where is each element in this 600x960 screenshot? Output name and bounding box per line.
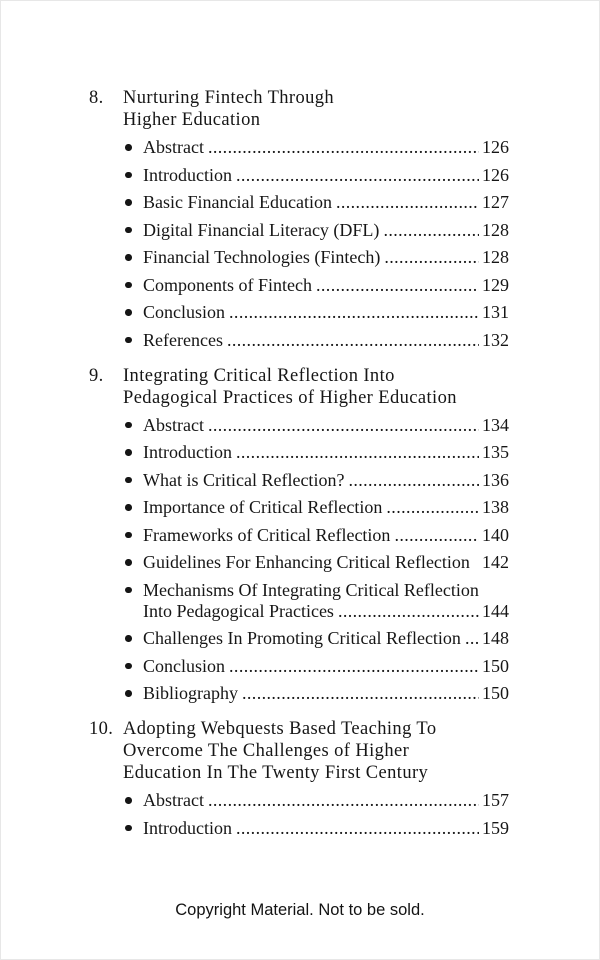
bullet-icon bbox=[125, 635, 132, 642]
bullet-icon bbox=[125, 227, 132, 234]
bullet-icon bbox=[125, 309, 132, 316]
chapter-title-line: Pedagogical Practices of Higher Education bbox=[123, 387, 457, 408]
dot-leader bbox=[474, 552, 479, 573]
toc-entry-line bbox=[143, 247, 509, 268]
toc-entry-label: Bibliography bbox=[143, 683, 238, 703]
chapter-section bbox=[89, 718, 509, 839]
chapter-number: 10. bbox=[89, 719, 114, 739]
toc-entry bbox=[123, 683, 509, 704]
toc-entry-line bbox=[143, 220, 509, 241]
bullet-icon bbox=[125, 690, 132, 697]
toc-entry-label: Into Pedagogical Practices bbox=[143, 600, 334, 621]
bullet-icon bbox=[125, 477, 132, 484]
toc-entry-line bbox=[143, 628, 509, 649]
dot-leader bbox=[227, 330, 479, 351]
bullet-icon bbox=[125, 422, 132, 429]
page-number: 159 bbox=[482, 817, 509, 838]
toc-entry-label: Components of Fintech bbox=[143, 274, 312, 295]
chapter-heading bbox=[89, 365, 509, 409]
page-number: 131 bbox=[482, 302, 509, 322]
chapter-entries bbox=[123, 415, 509, 705]
dot-leader bbox=[386, 497, 479, 518]
bullet-icon bbox=[125, 337, 132, 344]
toc-entry bbox=[123, 137, 509, 158]
page-number: 129 bbox=[482, 274, 509, 295]
page-number: 135 bbox=[482, 442, 509, 462]
toc-entry bbox=[123, 442, 509, 463]
toc-entry bbox=[123, 628, 509, 649]
dot-leader bbox=[229, 656, 479, 677]
dot-leader bbox=[229, 302, 479, 323]
page-number: 134 bbox=[482, 414, 509, 435]
chapter-title-line: Nurturing Fintech Through bbox=[123, 88, 335, 108]
toc-entry-line bbox=[143, 330, 509, 351]
bullet-icon bbox=[125, 797, 132, 804]
toc-entry-line bbox=[143, 601, 509, 622]
page-number: 144 bbox=[482, 600, 509, 621]
toc-entry-line bbox=[143, 525, 509, 546]
toc-entry-line bbox=[143, 790, 509, 811]
dot-leader bbox=[383, 220, 479, 241]
chapter-title bbox=[123, 718, 436, 784]
bullet-icon bbox=[125, 449, 132, 456]
dot-leader bbox=[236, 442, 479, 463]
chapter-heading bbox=[89, 718, 509, 784]
toc-entry bbox=[123, 165, 509, 186]
bullet-icon bbox=[125, 825, 132, 832]
toc-chapters bbox=[89, 87, 509, 853]
dot-leader bbox=[208, 137, 479, 158]
toc-entry-label: Challenges In Promoting Critical Reflection bbox=[143, 628, 461, 648]
toc-entry-line bbox=[143, 656, 509, 677]
toc-entry-label: Introduction bbox=[143, 164, 232, 185]
chapter-title bbox=[123, 87, 334, 131]
page-number: 126 bbox=[482, 137, 509, 157]
page-number: 128 bbox=[482, 219, 509, 240]
chapter-title-line: Higher Education bbox=[123, 110, 261, 130]
toc-entry bbox=[123, 790, 509, 811]
page-number: 126 bbox=[482, 164, 509, 185]
toc-entry-label: Abstract bbox=[143, 137, 204, 157]
toc-entry bbox=[123, 580, 509, 622]
page-number: 148 bbox=[482, 628, 509, 648]
toc-entry bbox=[123, 415, 509, 436]
copyright-notice: Copyright Material. Not to be sold. bbox=[175, 901, 425, 919]
toc-entry-label: Conclusion bbox=[143, 302, 226, 322]
chapter-title-line: Adopting Webquests Based Teaching To bbox=[123, 719, 437, 739]
toc-entry-line bbox=[143, 165, 509, 186]
toc-entry bbox=[123, 330, 509, 351]
chapter-number: 9. bbox=[89, 365, 104, 386]
toc-entry-line bbox=[143, 192, 509, 213]
toc-entry-label: Introduction bbox=[143, 442, 232, 462]
chapter-entries bbox=[123, 790, 509, 839]
chapter-heading bbox=[89, 87, 509, 131]
dot-leader bbox=[208, 415, 479, 436]
dot-leader bbox=[465, 628, 479, 649]
toc-entry-line bbox=[143, 683, 509, 704]
toc-entry-label: Abstract bbox=[143, 414, 204, 435]
dot-leader bbox=[338, 601, 479, 622]
bullet-icon bbox=[125, 559, 132, 566]
chapter-title bbox=[123, 365, 457, 409]
toc-entry bbox=[123, 220, 509, 241]
page-number: 128 bbox=[482, 247, 509, 267]
toc-entry bbox=[123, 275, 509, 296]
toc-entry-line bbox=[143, 442, 509, 463]
page-number: 150 bbox=[482, 683, 509, 703]
toc-entry-label: Mechanisms Of Integrating Critical Reflection bbox=[143, 579, 479, 600]
toc-entry-line bbox=[143, 415, 509, 436]
page-number: 138 bbox=[482, 497, 509, 517]
toc-entry bbox=[123, 192, 509, 213]
bullet-icon bbox=[125, 282, 132, 289]
toc-entry bbox=[123, 656, 509, 677]
bullet-icon bbox=[125, 199, 132, 206]
toc-entry-label: What is Critical Reflection? bbox=[143, 469, 345, 490]
toc-entry bbox=[123, 818, 509, 839]
bullet-icon bbox=[125, 504, 132, 511]
toc-entry-line bbox=[143, 497, 509, 518]
chapter-section bbox=[89, 365, 509, 705]
chapter-section bbox=[89, 87, 509, 351]
dot-leader bbox=[242, 683, 479, 704]
page-number: 127 bbox=[482, 192, 509, 212]
page-number: 136 bbox=[482, 469, 509, 490]
toc-entry-label: Abstract bbox=[143, 790, 204, 810]
toc-entry-label: Financial Technologies (Fintech) bbox=[143, 247, 381, 267]
toc-entry-label: Frameworks of Critical Reflection bbox=[143, 524, 391, 545]
dot-leader bbox=[348, 470, 479, 491]
chapter-title-line: Education In The Twenty First Century bbox=[123, 763, 429, 783]
page-number: 140 bbox=[482, 524, 509, 545]
chapter-title-line: Overcome The Challenges of Higher bbox=[123, 741, 410, 761]
toc-entry-label: References bbox=[143, 329, 223, 350]
chapter-entries bbox=[123, 137, 509, 351]
dot-leader bbox=[236, 818, 479, 839]
toc-entry-label: Digital Financial Literacy (DFL) bbox=[143, 219, 380, 240]
chapter-title-line: Integrating Critical Reflection Into bbox=[123, 365, 395, 386]
dot-leader bbox=[236, 165, 479, 186]
toc-entry-label: Basic Financial Education bbox=[143, 192, 332, 212]
toc-entry bbox=[123, 470, 509, 491]
toc-entry bbox=[123, 552, 509, 573]
bullet-icon bbox=[125, 663, 132, 670]
toc-entry-line bbox=[143, 470, 509, 491]
dot-leader bbox=[208, 790, 479, 811]
bullet-icon bbox=[125, 144, 132, 151]
dot-leader bbox=[336, 192, 479, 213]
chapter-number: 8. bbox=[89, 88, 104, 108]
bullet-icon bbox=[125, 587, 132, 594]
bullet-icon bbox=[125, 172, 132, 179]
toc-entry-label: Introduction bbox=[143, 817, 232, 838]
toc-entry-line bbox=[143, 275, 509, 296]
bullet-icon bbox=[125, 532, 132, 539]
page-number: 157 bbox=[482, 790, 509, 810]
dot-leader bbox=[316, 275, 479, 296]
dot-leader bbox=[384, 247, 479, 268]
bullet-icon bbox=[125, 254, 132, 261]
toc-entry-line bbox=[143, 137, 509, 158]
toc-entry-label: Guidelines For Enhancing Critical Reflection bbox=[143, 552, 470, 572]
toc-entry-label: Importance of Critical Reflection bbox=[143, 497, 383, 517]
page-number: 142 bbox=[482, 552, 509, 572]
dot-leader bbox=[394, 525, 479, 546]
page-number: 150 bbox=[482, 655, 509, 676]
toc-entry-line bbox=[143, 302, 509, 323]
toc-entry-line bbox=[143, 552, 509, 573]
toc-entry bbox=[123, 525, 509, 546]
toc-entry-line bbox=[143, 818, 509, 839]
toc-entry bbox=[123, 497, 509, 518]
toc-entry-label: Conclusion bbox=[143, 655, 226, 676]
toc-entry bbox=[123, 302, 509, 323]
page-number: 132 bbox=[482, 329, 509, 350]
toc-entry bbox=[123, 247, 509, 268]
